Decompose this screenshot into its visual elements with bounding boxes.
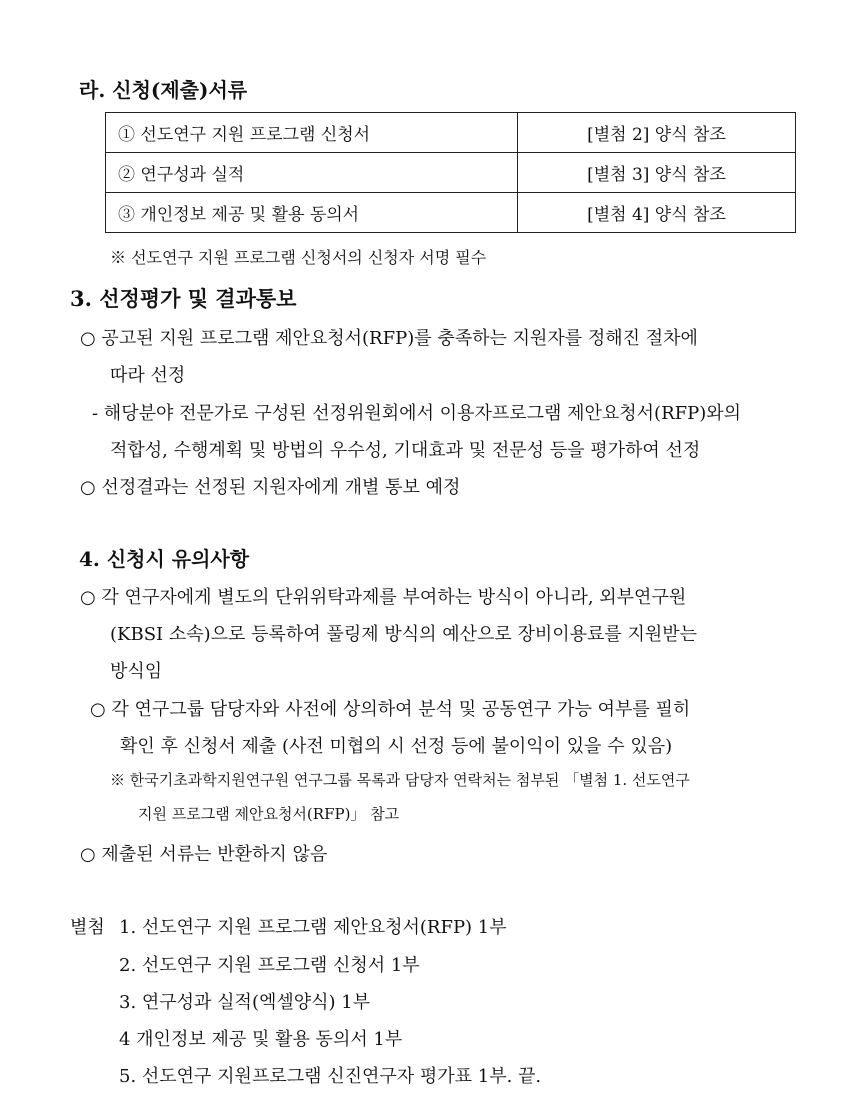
section-3-title: 3. 선정평가 및 결과통보 xyxy=(70,286,297,311)
doc-ref-cell: [별첨 3] 양식 참조 xyxy=(518,153,796,193)
doc-name-cell: ② 연구성과 실적 xyxy=(106,153,518,193)
doc-name-cell: ③ 개인정보 제공 및 활용 동의서 xyxy=(106,193,518,233)
section-3-bullet-1: ○ 공고된 지원 프로그램 제안요청서(RFP)를 충족하는 지원자를 정해진 절차에 xyxy=(80,328,698,349)
section-4-bullet-3: ○ 제출된 서류는 반환하지 않음 xyxy=(80,844,328,865)
table-row xyxy=(106,153,796,193)
section-4-bullet-2-cont: 확인 후 신청서 제출 (사전 미협의 시 선정 등에 불이익이 있을 수 있음) xyxy=(120,736,673,757)
section-4-bullet-1-cont: (KBSI 소속)으로 등록하여 풀링제 방식의 예산으로 장비이용료를 지원받는 xyxy=(110,624,698,645)
section-3-bullet-1-cont: 따라 선정 xyxy=(110,365,186,386)
section-4-title: 4. 신청시 유의사항 xyxy=(79,547,250,571)
section-3-dash-1: - 해당분야 전문가로 구성된 선정위원회에서 이용자프로그램 제안요청서(RFP)와의 xyxy=(92,403,742,424)
research-group-note: ※ 한국기초과학지원연구원 연구그룹 목록과 담당자 연락처는 첨부된 「별첨 1. 선도연구 xyxy=(110,771,690,789)
signature-note: ※ 선도연구 지원 프로그램 신청서의 신청자 서명 필수 xyxy=(110,248,487,267)
attachments-label: 별첨 xyxy=(70,917,105,938)
doc-ref-cell: [별첨 2] 양식 참조 xyxy=(518,113,796,153)
doc-name-cell: ① 선도연구 지원 프로그램 신청서 xyxy=(106,113,518,153)
documents-table xyxy=(105,112,796,233)
attachment-item: 2. 선도연구 지원 프로그램 신청서 1부 xyxy=(119,955,420,976)
section-ra-title: 라. 신청(제출)서류 xyxy=(79,78,248,102)
table-row xyxy=(106,113,796,153)
table-row xyxy=(106,193,796,233)
section-3-dash-1-cont: 적합성, 수행계획 및 방법의 우수성, 기대효과 및 전문성 등을 평가하여 선정 xyxy=(110,440,701,461)
section-3-bullet-2: ○ 선정결과는 선정된 지원자에게 개별 통보 예정 xyxy=(80,477,461,498)
section-4-bullet-2: ○ 각 연구그룹 담당자와 사전에 상의하여 분석 및 공동연구 가능 여부를 필히 xyxy=(90,699,691,720)
section-4-bullet-1-cont-2: 방식임 xyxy=(110,661,163,682)
attachment-item: 3. 연구성과 실적(엑셀양식) 1부 xyxy=(119,992,371,1013)
attachment-item: 5. 선도연구 지원프로그램 신진연구자 평가표 1부. 끝. xyxy=(119,1066,542,1087)
doc-ref-cell: [별첨 4] 양식 참조 xyxy=(518,193,796,233)
research-group-note-cont: 지원 프로그램 제안요청서(RFP)」 참고 xyxy=(138,805,400,823)
section-4-bullet-1: ○ 각 연구자에게 별도의 단위위탁과제를 부여하는 방식이 아니라, 외부연구원 xyxy=(80,587,687,608)
attachment-item: 4 개인정보 제공 및 활용 동의서 1부 xyxy=(119,1029,403,1050)
attachment-item: 1. 선도연구 지원 프로그램 제안요청서(RFP) 1부 xyxy=(119,917,507,938)
